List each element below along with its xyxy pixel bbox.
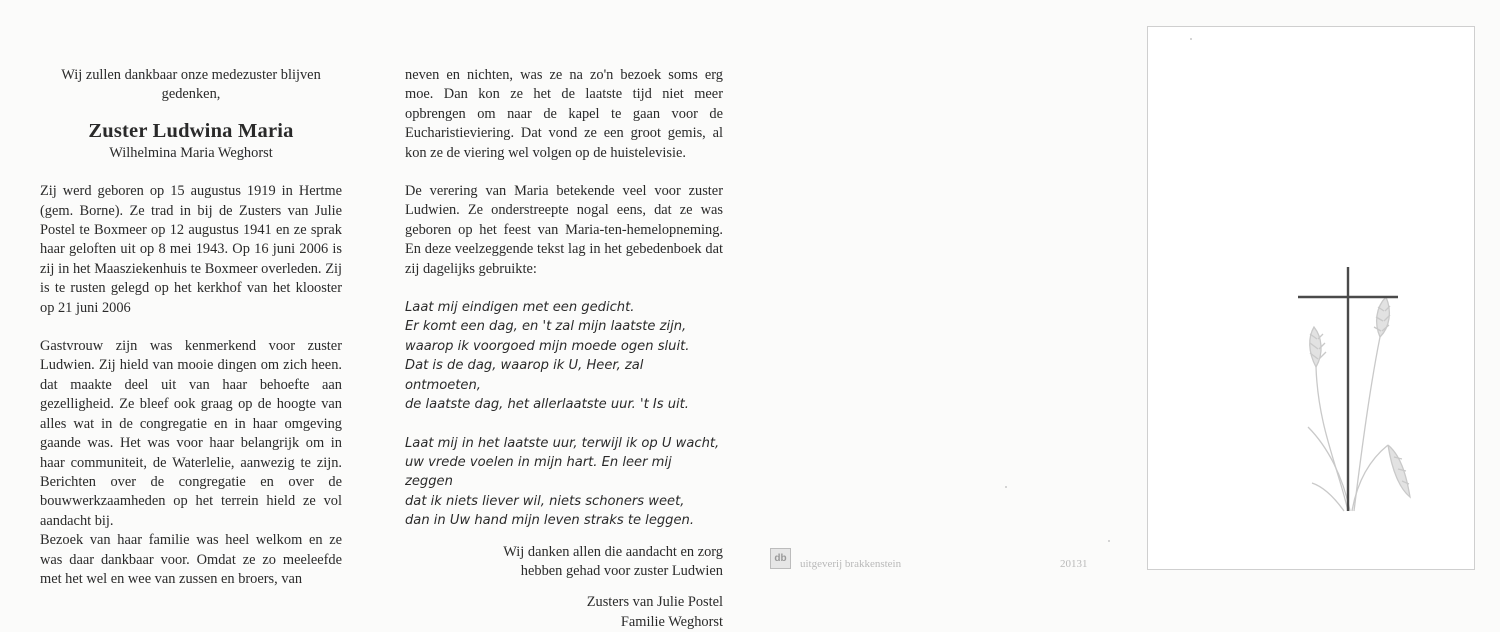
- poem-stanza-2: [405, 434, 723, 531]
- poem-stanza-1: [405, 298, 723, 414]
- poem-line: Laat mij in het laatste uur, terwijl ik op U wacht,: [405, 435, 720, 451]
- thanks-block: [405, 543, 723, 582]
- poem-line: dat ik niets liever wil, niets schoners weet,: [405, 493, 685, 509]
- publisher-imprint: [770, 548, 1110, 578]
- family-paragraph: Bezoek van haar familie was heel welkom en ze was daar dankbaar voor. Omdat ze zo meeleefde met het wel en wee van zussen en broers, van: [40, 532, 342, 587]
- bio-paragraph: Zij werd geboren op 15 augustus 1919 in Hertme (gem. Borne). Ze trad in bij de Zusters van Julie Postel te Boxmeer op 12 augustus 1941 en ze sprak haar geloften uit op 8 mei 1943. Op 16 juni 2006 is zij in het Maasziekenhuis te Boxmeer overleden. Zij is te rusten gelegd op het kerkhof van het klooster op 21 juni 2006: [40, 183, 342, 316]
- left-column: [40, 66, 342, 589]
- continuation-paragraph: neven en nichten, was ze na zo'n bezoek soms erg moe. Dan kon ze het de laatste tijd niet meer opbrengen om naar de kapel te gaan voor de Eucharistieviering. Dat vond ze een groot gemis, al kon ze de viering wel volgen op de huistelevisie.: [405, 67, 723, 161]
- civil-name: Wilhelmina Maria Weghorst: [109, 144, 273, 161]
- thanks-line: hebben gehad voor zuster Ludwien: [520, 562, 723, 579]
- publisher-code: 20131: [1060, 558, 1088, 570]
- front-card: [1147, 26, 1475, 570]
- intro-text: Wij zullen dankbaar onze medezuster blijven gedenken,: [61, 67, 321, 103]
- poem-line: Dat is de dag, waarop ik U, Heer, zal ontmoeten,: [405, 358, 644, 393]
- publisher-logo: db: [770, 548, 791, 569]
- poem-line: Er komt een dag, en 't zal mijn laatste zijn,: [405, 319, 687, 335]
- poem-line: Laat mij eindigen met een gedicht.: [405, 300, 635, 316]
- scan-speck: [1108, 540, 1110, 542]
- signature-block: [405, 593, 723, 632]
- maria-paragraph: De verering van Maria betekende veel voor zuster Ludwien. Ze onderstreepte nogal eens, dat ze was geboren op het feest van Maria-ten-hemelopneming. En deze veelzeggende tekst lag in het gebedenboek dat zij dagelijks gebruikte:: [405, 183, 723, 277]
- poem-line: waarop ik voorgoed mijn moede ogen sluit.: [405, 338, 690, 354]
- publisher-name: uitgeverij brakkenstein: [800, 558, 902, 570]
- scan-speck: [1190, 38, 1192, 40]
- poem-line: uw vrede voelen in mijn hart. En leer mij zeggen: [405, 454, 672, 490]
- wheat-icon: [1308, 297, 1410, 511]
- thanks-line: Wij danken allen die aandacht en zorg: [503, 543, 723, 560]
- poem-line: dan in Uw hand mijn leven straks te leggen.: [405, 513, 695, 529]
- scan-speck: [1005, 486, 1007, 488]
- right-column: [405, 66, 723, 632]
- signature-line: Familie Weghorst: [620, 613, 723, 630]
- cross-and-wheat-illustration: [1148, 27, 1474, 569]
- poem-line: de laatste dag, het allerlaatste uur. 't Is uit.: [405, 397, 689, 413]
- signature-line: Zusters van Julie Postel: [586, 594, 723, 611]
- hospitality-paragraph: Gastvrouw zijn was kenmerkend voor zuster Ludwien. Zij hield van mooie dingen om zich heen. dat maakte deel uit van haar behoefte aan gezelligheid. Ze bleef ook graag op de hoogte van alles wat in de congregatie en in haar omgeving gaande was. Het was voor haar belangrijk om in haar communiteit, de Waterlelie, aanwezig te zijn. Berichten over de congregatie en over de bouwwerkzaamheden op het terrein hield ze vol aandacht bij.: [40, 338, 342, 529]
- deceased-name: Zuster Ludwina Maria: [88, 119, 294, 142]
